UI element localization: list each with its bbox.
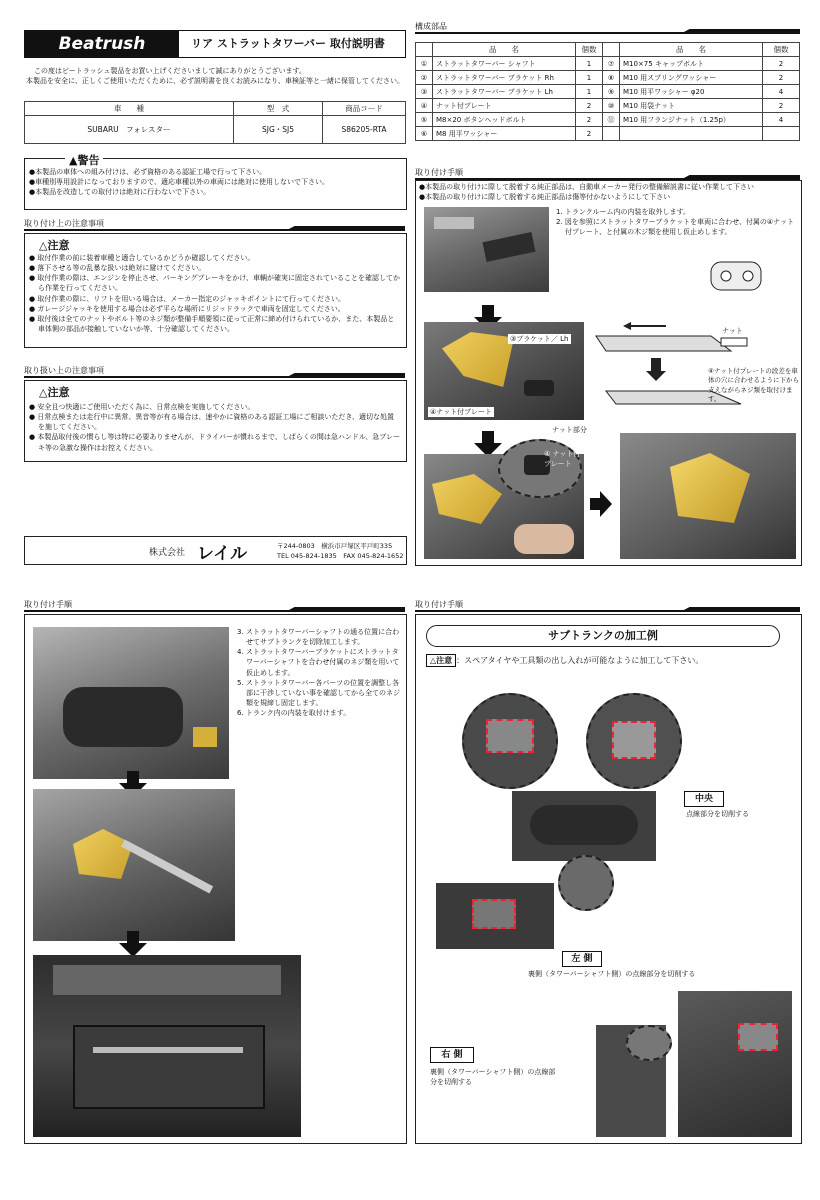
part-name: ストラットタワーバー シャフト: [433, 57, 576, 71]
procedure-note: ●本製品の取り付けに際して脱着する純正部品は、自動車メーカー発行の整備解説書に従い作業して下さい: [419, 183, 754, 191]
part-qty: 1: [576, 85, 603, 99]
procedure1-section: 取り付け手順: [415, 168, 800, 180]
part-qty: 4: [763, 85, 800, 99]
warning-item: ●本製品の車体への組み付けは、必ず資格のある認証工場で行って下さい。: [29, 168, 267, 176]
parts-header-qty: 個数: [763, 43, 800, 57]
cut-detail-circle-right-side: [626, 1025, 672, 1061]
install-caution-box: [24, 233, 407, 348]
vehicle-model: SUBARU フォレスター: [25, 116, 234, 144]
vehicle-header-code: 商品コード: [323, 102, 406, 116]
right-arrow-icon: [590, 491, 612, 517]
bracket-lh-label: ③ブラケット／ Lh: [510, 335, 569, 343]
part-qty: 2: [576, 99, 603, 113]
warning-box: [24, 154, 407, 210]
parts-row: [416, 71, 800, 85]
part-number: ②: [416, 71, 433, 85]
company-prefix: 株式会社: [149, 548, 186, 558]
parts-row: [416, 85, 800, 99]
part-number: ⑦: [603, 57, 620, 71]
caution-title: △注意: [39, 386, 70, 399]
nut-plate-label: ④ナット付プレート: [430, 408, 492, 416]
procedure2-box: [24, 614, 407, 1144]
brand-logo: Beatrush: [25, 31, 179, 57]
handling-caution-box: [24, 380, 407, 462]
part-number: ⑨: [603, 85, 620, 99]
warning-item: ●本製品を改造しての取付けは絶対に行わないで下さい。: [29, 188, 211, 197]
subtrunk-left-photo: [436, 883, 554, 949]
part-number: ③: [416, 85, 433, 99]
parts-table: [415, 42, 800, 141]
part-qty: [763, 127, 800, 141]
part-name: M10 用平ワッシャー φ20: [620, 85, 763, 99]
warning-title: ▲警告: [65, 152, 103, 168]
handling-item: ● 日常点検または走行中に異常、異音等が有る場合は、速やかに資格のある認証工場にご相談いただき、適切な処置を施してください。: [29, 413, 395, 432]
caution-triangle-icon: △: [430, 656, 437, 665]
caution-triangle-icon: △: [39, 239, 48, 252]
nut-plate-label-2: ④ ナット付 プレート: [544, 450, 581, 469]
caution-text: ：スペアタイヤや工具類の出し入れが可能なように加工して下さい。: [456, 656, 704, 665]
procedure-note: ●本製品の取り付けに際して脱着する純正部品は傷等付かないようにして下さい: [419, 193, 671, 202]
vehicle-header-model: 車 種: [25, 102, 234, 116]
parts-header-qty: 個数: [576, 43, 603, 57]
intro-line-1: この度はビートラッシュ製品をお買い上げくださいまして誠にありがとうございます。: [34, 67, 306, 75]
nut-note: ④ナット付プレートの段差を車体の穴に合わせるように下から支えながらネジ類を取付けます。: [708, 367, 799, 404]
warning-icon: ▲: [69, 154, 78, 167]
left-side-text: 裏側（タワーバーシャフト側）の点線部分を切削する: [528, 970, 696, 978]
handling-item: ● 安全且つ快適にご使用いただく為に、日常点検を実施してください。: [29, 403, 255, 411]
cut-detail-circle-left: [462, 693, 558, 789]
vehicle-type: SJG・SJ5: [234, 116, 323, 144]
vehicle-code: S86205-RTA: [323, 116, 406, 144]
parts-row: [416, 57, 800, 71]
part-name: M8×20 ボタンヘッドボルト: [433, 113, 576, 127]
procedure1-box: [415, 180, 802, 566]
caution-item: ● 落下させる等の乱暴な扱いは絶対に避けてください。: [29, 264, 206, 273]
subtrunk-section: 取り付け手順: [415, 600, 800, 612]
trunk-photo: [424, 207, 549, 292]
part-number: ①: [416, 57, 433, 71]
caution-title: △注意: [39, 239, 70, 252]
vehicle-table: [24, 101, 406, 144]
left-side-label: 左 側: [562, 951, 602, 967]
nut-part-label: ナット部分: [552, 426, 587, 434]
trunk-cut-photo: [33, 627, 229, 779]
parts-row: [416, 99, 800, 113]
caution-item: ● 取付作業の際は、エンジンを停止させ、パーキングブレーキをかけ、車輌が確実に固定されていることを確認してから作業を行ってください。: [29, 274, 401, 293]
company-box: [24, 536, 407, 565]
warning-item: ●車種別専用設計になっておりますので、適応車種以外の車両には絶対に使用しないで下さい。: [29, 178, 329, 187]
caution-badge: △注意: [426, 654, 456, 667]
part-name: ナット付プレート: [433, 99, 576, 113]
part-number: ⑧: [603, 71, 620, 85]
part-name: M10 用スプリングワッシャー: [620, 71, 763, 85]
part-number: [603, 127, 620, 141]
nut-plate-diagram: [706, 257, 796, 297]
cut-detail-circle-left-side: [558, 855, 614, 911]
right-side-text: 裏側（タワーバーシャフト側）の点線部分を切削する: [430, 1068, 556, 1087]
caution-item: ● 取付作業の際に、リフトを用いる場合は、メーカー指定のジャッキポイントにて行ってください。: [29, 294, 346, 303]
company-tel: TEL 045-824-1835 FAX 045-824-1652: [277, 552, 404, 560]
install-caution-section: 取り付け上の注意事項: [24, 219, 405, 231]
part-name: M10 用袋ナット: [620, 99, 763, 113]
caution-item: ● ガレージジャッキを使用する場合は必ず平らな場所にリジッドラックで車両を固定してください。: [29, 304, 345, 313]
part-name: M10×75 キャップボルト: [620, 57, 763, 71]
caution-item: ● 取付作業の前に装着車種と適合しているかどうか確認してください。: [29, 254, 255, 262]
part-number: ⑩: [603, 99, 620, 113]
parts-section: 構成部品: [415, 22, 800, 34]
part-qty: 4: [763, 113, 800, 127]
subtrunk-center-photo: [512, 791, 656, 861]
part-number: ⑤: [416, 113, 433, 127]
shaft-mount-photo: [33, 789, 235, 941]
procedure-step: 5. ストラットタワーバー各パーツの位置を調整し各部に干渉していない事を確認してから全てのネジ類を規締し固定します。: [237, 678, 400, 707]
subtrunk-right-photo: [678, 991, 792, 1137]
part-qty: 1: [576, 71, 603, 85]
part-number: ⑪: [603, 113, 620, 127]
part-qty: 1: [576, 57, 603, 71]
parts-header-name: 品 名: [433, 43, 576, 57]
part-name: M8 用平ワッシャー: [433, 127, 576, 141]
brand-header: [24, 30, 406, 58]
caution-item: ● 取付後は全てのナットやボルト等のネジ類が整備手順要領に従って正常に締め付けられているか、また、本製品と車体側の部品が接触していないか等、十分確認してください。: [29, 314, 395, 333]
subtrunk-caution: [426, 655, 703, 666]
part-qty: 2: [763, 57, 800, 71]
installed-bracket-photo: [620, 433, 796, 559]
part-qty: 2: [576, 113, 603, 127]
part-qty: 2: [576, 127, 603, 141]
caution-triangle-icon: △: [39, 386, 48, 399]
nut-label: ナット: [722, 327, 743, 335]
intro-text: [26, 66, 406, 86]
parts-row: [416, 127, 800, 141]
company-name: レイル: [197, 544, 248, 564]
subtrunk-box: [415, 614, 802, 1144]
subtrunk-title: サブトランクの加工例: [426, 625, 780, 647]
procedure-step: 4. ストラットタワーバーブラケットにストラットタワーバーシャフトを合わせ付属のネジ類を用いて仮止めします。: [237, 648, 400, 677]
parts-header-name: 品 名: [620, 43, 763, 57]
center-label: 中央: [684, 791, 724, 807]
part-qty: 2: [763, 99, 800, 113]
vehicle-header-type: 型 式: [234, 102, 323, 116]
procedure-step: 1. トランクルーム内の内装を取外します。: [556, 208, 690, 216]
handling-caution-section: 取り扱い上の注意事項: [24, 366, 405, 378]
company-address: 〒244-0803 横浜市戸塚区平戸町335: [277, 542, 393, 550]
part-name: [620, 127, 763, 141]
part-name: ストラットタワーバー ブラケット Lh: [433, 85, 576, 99]
right-side-label: 右 側: [430, 1047, 474, 1063]
intro-line-2: 本製品を安全に、正しくご使用いただくために、必ず説明書を良くお読みになり、車検証等と一緒に保管してください。: [26, 77, 404, 86]
procedure-step: 6. トランク内の内装を取付けます。: [237, 709, 351, 718]
procedure2-section: 取り付け手順: [24, 600, 405, 612]
trunk-finished-photo: [33, 955, 301, 1137]
part-name: M10 用フランジナット（1.25p）: [620, 113, 763, 127]
procedure-step: 3. ストラットタワーバーシャフトの通る位置に合わせてサブトランクを切除加工します。: [237, 628, 400, 647]
document-title: リア ストラットタワーバー 取付説明書: [191, 37, 385, 50]
part-number: ⑥: [416, 127, 433, 141]
part-number: ④: [416, 99, 433, 113]
procedure-step: 2. 図を参照にストラットタワーブラケットを車両に合わせ、付属の④ナット付プレート、と付属の木ジ類を使用し仮止めします。: [556, 218, 794, 237]
cut-detail-circle-right: [586, 693, 682, 789]
parts-row: [416, 113, 800, 127]
part-qty: 2: [763, 71, 800, 85]
center-text: 点線部分を切削する: [686, 810, 749, 818]
part-name: ストラットタワーバー ブラケット Rh: [433, 71, 576, 85]
handling-item: ● 本製品取付後の慣らし等は特に必要ありませんが、ドライバーが慣れるまで、しばらくの間は急ハンドル、急ブレーキ等の急激な操作はお控えください。: [29, 433, 401, 452]
